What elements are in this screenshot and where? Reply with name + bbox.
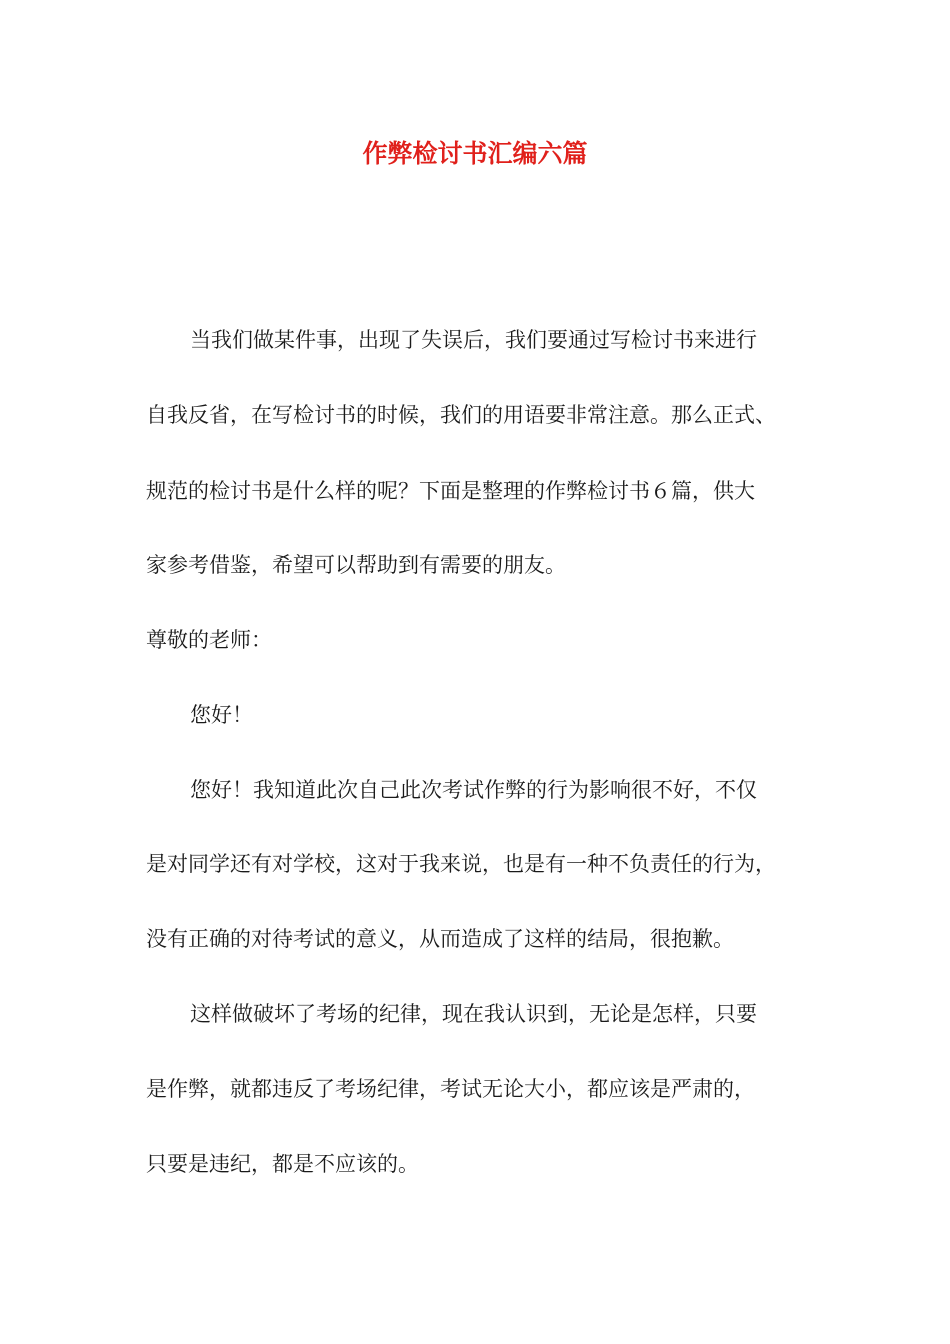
intro-line-1: 当我们做某件事，出现了失误后，我们要通过写检讨书来进行 bbox=[190, 328, 757, 352]
paragraph1-line-1: 您好！我知道此次自己此次考试作弊的行为影响很不好，不仅 bbox=[190, 778, 757, 802]
paragraph2-line-3: 只要是违纪，都是不应该的。 bbox=[146, 1152, 419, 1176]
intro-line-2: 自我反省，在写检讨书的时候，我们的用语要非常注意。那么正式、 bbox=[146, 403, 776, 427]
intro-line-3: 规范的检讨书是什么样的呢？下面是整理的作弊检讨书６篇，供大 bbox=[146, 479, 755, 503]
document-title: 作弊检讨书汇编六篇 bbox=[362, 139, 588, 168]
salutation: 尊敬的老师： bbox=[146, 628, 272, 652]
greeting: 您好！ bbox=[190, 703, 253, 727]
intro-line-4: 家参考借鉴，希望可以帮助到有需要的朋友。 bbox=[146, 553, 566, 577]
paragraph2-line-1: 这样做破坏了考场的纪律，现在我认识到，无论是怎样，只要 bbox=[190, 1002, 757, 1026]
paragraph1-line-3: 没有正确的对待考试的意义，从而造成了这样的结局，很抱歉。 bbox=[146, 927, 734, 951]
paragraph2-line-2: 是作弊，就都违反了考场纪律，考试无论大小，都应该是严肃的， bbox=[146, 1077, 755, 1101]
paragraph1-line-2: 是对同学还有对学校，这对于我来说，也是有一种不负责任的行为， bbox=[146, 852, 776, 876]
